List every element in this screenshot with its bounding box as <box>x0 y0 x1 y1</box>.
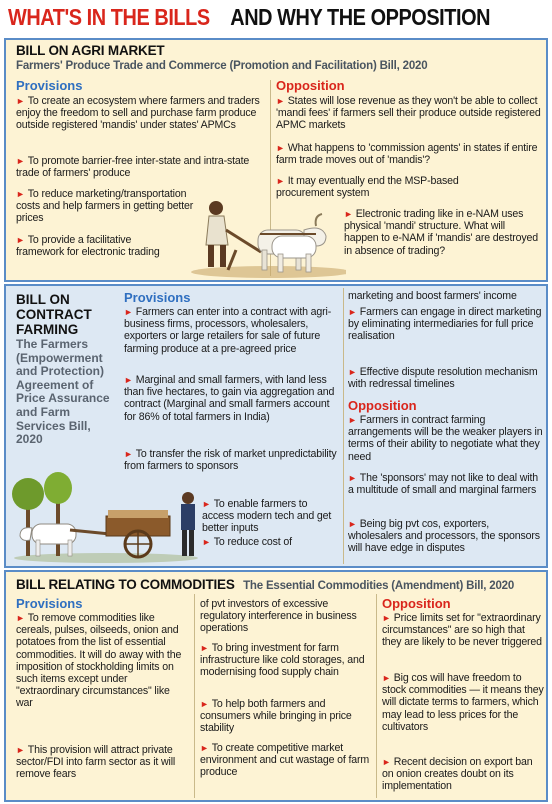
contract-column-divider <box>343 288 344 564</box>
contract-provision-4: ► To enable farmers to access modern tech and get better inputs <box>202 498 332 535</box>
bullock-cart-illustration <box>10 472 202 564</box>
agri-bill-subtitle: Farmers' Produce Trade and Commerce (Promotion and Facilitation) Bill, 2020 <box>16 60 428 72</box>
commodities-provision-2: ► This provision will attract private sector/FDI into farm sector as it will remove fears <box>16 744 176 781</box>
arrow-icon: ► <box>276 176 285 186</box>
commodities-opposition-1: ► Price limits set for "extraordinary circumstances" are so high that they are likely to be never triggered <box>382 612 542 649</box>
agri-provision-3: ► To reduce marketing/transportation costs and help farmers in getting better prices <box>16 188 194 225</box>
arrow-icon: ► <box>202 537 211 547</box>
page-title <box>0 0 552 36</box>
commodities-provision-3: ► To bring investment for farm infrastructure like cold storages, and modernising food supply chain <box>200 642 365 679</box>
commodities-divider-1 <box>194 594 195 798</box>
agri-opposition-4: ► Electronic trading like in e-NAM uses physical 'mandi' structure. What will happen to e-NAM if 'mandis' are destroyed in absence of trading? <box>344 208 538 257</box>
contract-provision-6: ► Farmers can engage in direct marketing by eliminating intermediaries for full price realisation <box>348 306 542 343</box>
agri-market-panel <box>4 38 548 282</box>
contract-provision-1: ► Farmers can enter into a contract with agri-business firms, processors, wholesalers, exporters or large retailers for sale of future farming produce at a pre-agreed price <box>124 306 332 355</box>
agri-opposition-1: ► States will lose revenue as they won't be able to collect 'mandi fees' if farmers sell their produce outside registered APMC markets <box>276 95 541 132</box>
arrow-icon: ► <box>124 307 133 317</box>
arrow-icon: ► <box>16 156 25 166</box>
commodities-bill-title: BILL RELATING TO COMMODITIES <box>16 577 235 592</box>
title-part-2: AND WHY THE OPPOSITION <box>230 4 491 30</box>
arrow-icon: ► <box>276 96 285 106</box>
contract-opposition-heading: Opposition <box>348 398 417 413</box>
arrow-icon: ► <box>16 189 25 199</box>
contract-provisions-heading: Provisions <box>124 290 191 305</box>
arrow-icon: ► <box>200 699 209 709</box>
contract-opposition-1: ► Farmers in contract farming arrangements will be the weaker players in terms of their ability to negotiate what they need <box>348 414 543 463</box>
arrow-icon: ► <box>124 375 133 385</box>
contract-bill-title: BILL ON CONTRACT FARMING <box>16 292 92 337</box>
contract-bill-subtitle: The Farmers (Empowerment and Protection) Agreement of Price Assurance and Farm Services Bill, 2020 <box>16 337 110 447</box>
commodities-provision-5: ► To create competitive market environment and cut wastage of farm produce <box>200 742 370 779</box>
agri-opposition-heading: Opposition <box>276 78 345 93</box>
commodities-provision-1: ► To remove commodities like cereals, pulses, oilseeds, onion and potatoes from the list of essential commodities. It will do away with the imposition of stockholding limits on such items except under "extraordinary circumstances" like war <box>16 612 182 710</box>
contract-provision-5: ► To reduce cost of <box>202 536 292 548</box>
commodities-opposition-heading: Opposition <box>382 596 451 611</box>
arrow-icon: ► <box>382 673 391 683</box>
arrow-icon: ► <box>348 519 357 529</box>
arrow-icon: ► <box>16 96 25 106</box>
commodities-bill-subtitle: The Essential Commodities (Amendment) Bill, 2020 <box>243 580 515 592</box>
contract-opposition-3: ► Being big pvt cos, exporters, wholesalers and processors, the sponsors will have edge in disputes <box>348 518 540 555</box>
agri-bill-title: BILL ON AGRI MARKET <box>16 43 165 58</box>
commodities-continuation: of pvt investors of excessive regulatory interference in business operations <box>200 598 357 635</box>
commodities-panel <box>4 570 548 802</box>
arrow-icon: ► <box>382 757 391 767</box>
arrow-icon: ► <box>16 613 25 623</box>
contract-provision-3: ► To transfer the risk of market unpredictability from farmers to sponsors <box>124 448 337 473</box>
ploughing-bullocks-illustration <box>176 190 346 280</box>
arrow-icon: ► <box>200 643 209 653</box>
arrow-icon: ► <box>200 743 209 753</box>
arrow-icon: ► <box>124 449 133 459</box>
arrow-icon: ► <box>348 473 357 483</box>
arrow-icon: ► <box>276 143 285 153</box>
commodities-divider-2 <box>376 594 377 798</box>
arrow-icon: ► <box>344 209 353 219</box>
arrow-icon: ► <box>348 415 357 425</box>
arrow-icon: ► <box>348 307 357 317</box>
commodities-provisions-heading: Provisions <box>16 596 83 611</box>
contract-provision-2: ► Marginal and small farmers, with land less than five hectares, to gain via aggregation and contract (Marginal and small farmers account for 86% of total farmers in India) <box>124 374 335 423</box>
commodities-opposition-3: ► Recent decision on export ban on onion creates doubt on its implementation <box>382 756 533 793</box>
agri-opposition-3: ► It may eventually end the MSP-based procurement system <box>276 175 459 200</box>
title-part-1: WHAT'S IN THE BILLS <box>8 4 210 30</box>
arrow-icon: ► <box>16 745 25 755</box>
commodities-opposition-2: ► Big cos will have freedom to stock commodities — it means they will dictate terms to farmers, which may lead to less prices for the cultivators <box>382 672 544 733</box>
contract-provision-7: ► Effective dispute resolution mechanism with redressal timelines <box>348 366 538 391</box>
arrow-icon: ► <box>16 235 25 245</box>
agri-provision-4: ► To provide a facilitative framework for electronic trading <box>16 234 160 259</box>
agri-provision-2: ► To promote barrier-free inter-state and intra-state trade of farmers' produce <box>16 155 250 180</box>
contract-continuation: marketing and boost farmers' income <box>348 290 517 302</box>
commodities-header <box>16 576 514 594</box>
agri-provision-1: ► To create an ecosystem where farmers and traders enjoy the freedom to sell and purchase farm produce outside registered 'mandis' under states' APMCs <box>16 95 260 132</box>
agri-provisions-heading: Provisions <box>16 78 83 93</box>
commodities-provision-4: ► To help both farmers and consumers while bringing in price stability <box>200 698 352 735</box>
agri-opposition-2: ► What happens to 'commission agents' in states if entire farm trade moves out of 'mandis'? <box>276 142 538 167</box>
contract-farming-panel <box>4 284 548 568</box>
arrow-icon: ► <box>348 367 357 377</box>
contract-opposition-2: ► The 'sponsors' may not like to deal with a multitude of small and marginal farmers <box>348 472 538 497</box>
arrow-icon: ► <box>382 613 391 623</box>
arrow-icon: ► <box>202 499 211 509</box>
